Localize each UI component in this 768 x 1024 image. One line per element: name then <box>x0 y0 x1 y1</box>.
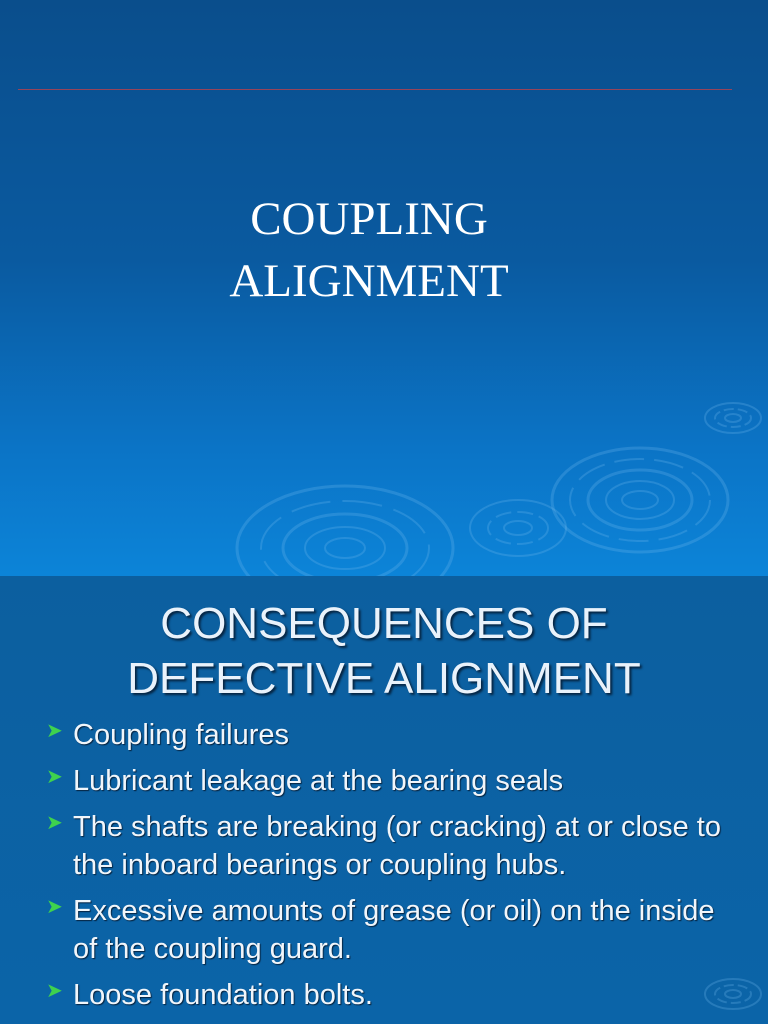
green-arrow-bullet-icon: ➤ <box>46 980 63 1002</box>
bullet-item <box>0 976 768 1014</box>
bullet-text: The shafts are breaking (or cracking) at or close to the inboard bearings or coupling hubs. <box>73 811 721 881</box>
slide-title-line-2: ALIGNMENT <box>229 255 509 307</box>
bullet-item <box>0 808 768 884</box>
bullet-item <box>0 892 768 968</box>
bullet-list <box>0 716 768 1022</box>
green-arrow-bullet-icon: ➤ <box>46 766 63 788</box>
bullet-text: Loose foundation bolts. <box>73 979 373 1011</box>
content-slide <box>0 576 768 1024</box>
green-arrow-bullet-icon: ➤ <box>46 812 63 834</box>
bullet-text: Excessive amounts of grease (or oil) on the inside of the coupling guard. <box>73 895 715 965</box>
bullet-text: Lubricant leakage at the bearing seals <box>73 765 564 797</box>
green-arrow-bullet-icon: ➤ <box>46 720 63 742</box>
slide-heading-line-1: CONSEQUENCES OF <box>160 599 608 648</box>
green-arrow-bullet-icon: ➤ <box>46 896 63 918</box>
slide-heading-line-2: DEFECTIVE ALIGNMENT <box>127 654 641 703</box>
bullet-item <box>0 762 768 800</box>
bullet-item <box>0 716 768 754</box>
slide-title-line-1: COUPLING <box>250 193 488 245</box>
bullet-text: Coupling failures <box>73 719 290 751</box>
slide-heading <box>0 596 768 706</box>
